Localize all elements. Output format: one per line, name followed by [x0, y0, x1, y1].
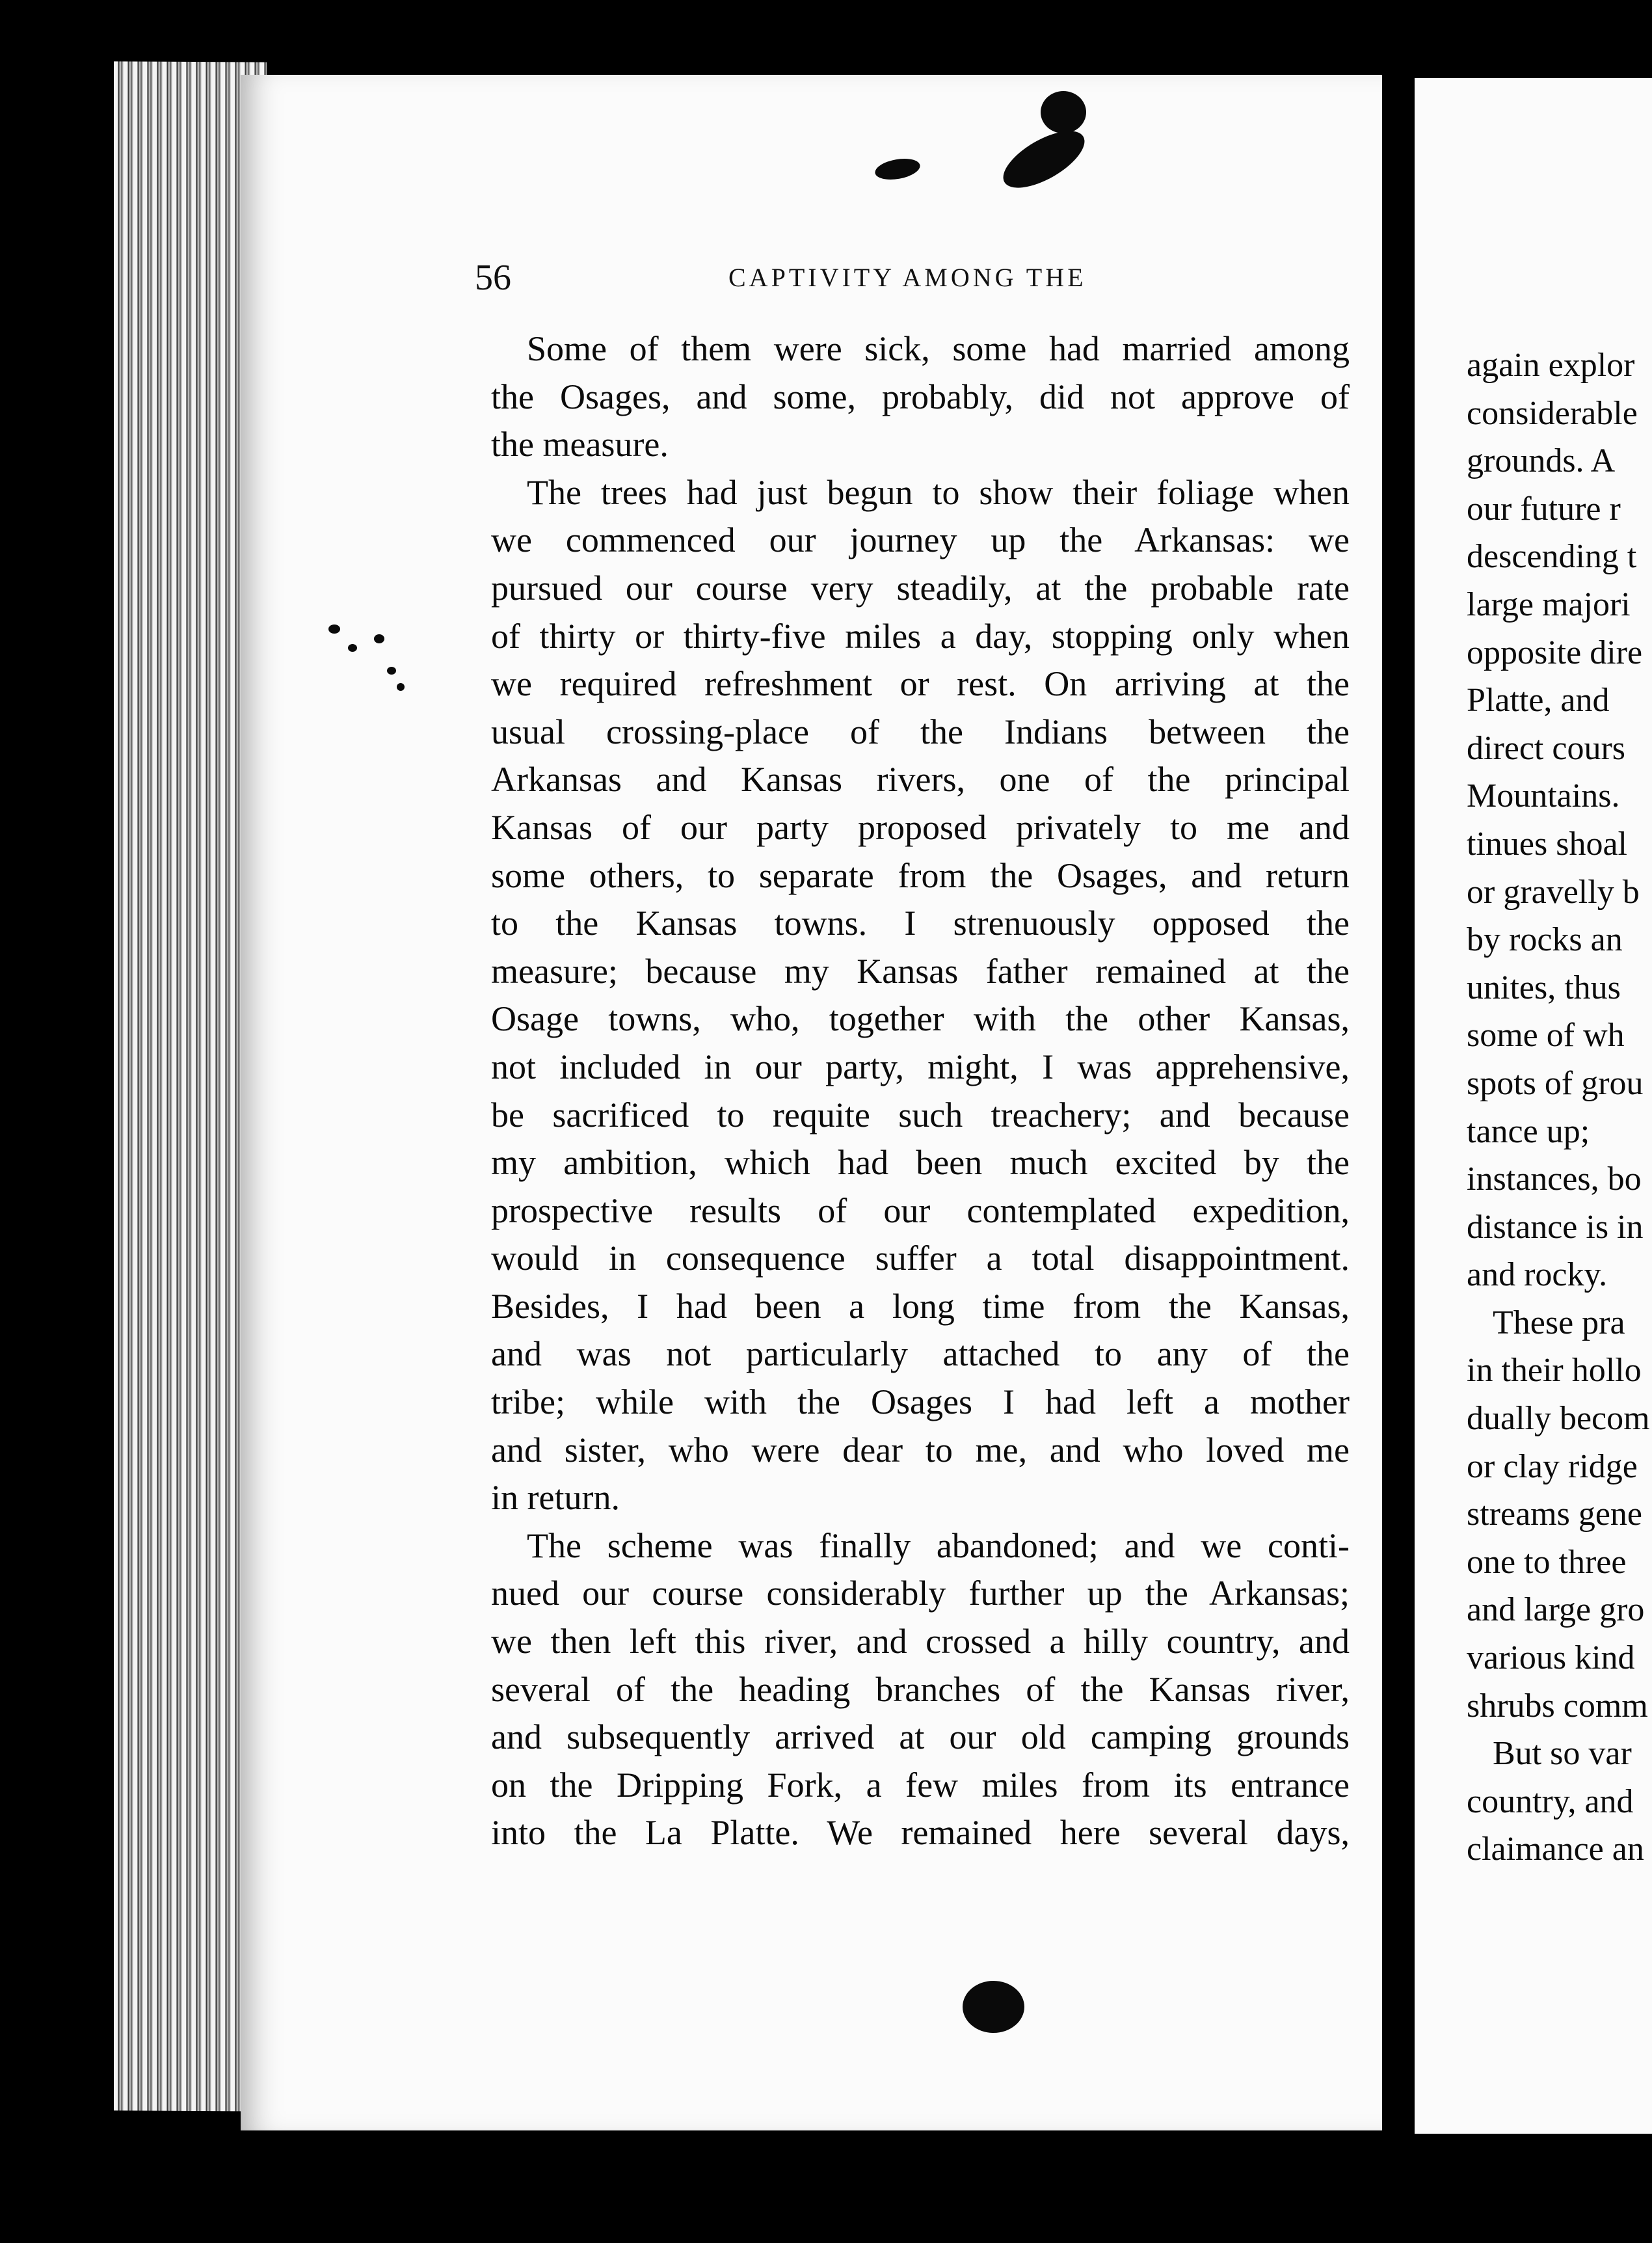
text-line: grounds. A	[1467, 442, 1616, 480]
text-line: in their hollo	[1467, 1352, 1642, 1390]
text-line: prospective results of our contemplated expedition,	[491, 1190, 1350, 1230]
text-line: one to three	[1467, 1543, 1627, 1581]
text-line: The scheme was finally abandoned; and we conti-	[527, 1525, 1350, 1565]
text-line: several of the heading branches of the Kansas river,	[491, 1669, 1350, 1709]
text-line: tribe; while with the Osages I had left a mother	[491, 1382, 1350, 1422]
text-line: Kansas of our party proposed privately to me and	[491, 807, 1350, 847]
ink-blot-bottom	[963, 1981, 1024, 2033]
text-line: considerable	[1467, 394, 1638, 432]
text-line: again explor	[1467, 347, 1635, 384]
text-line: Mountains.	[1467, 777, 1620, 815]
text-line: country, and	[1467, 1782, 1634, 1820]
text-line: would in consequence suffer a total disappointment.	[491, 1239, 1350, 1278]
text-line: some others, to separate from the Osages, and return	[491, 855, 1350, 895]
text-line: usual crossing-place of the Indians between the	[491, 712, 1350, 751]
text-line: Platte, and	[1467, 682, 1610, 719]
text-line: dually becom	[1467, 1400, 1650, 1438]
text-line: direct cours	[1467, 729, 1626, 767]
ink-blot-top-dot	[1041, 91, 1086, 133]
text-line: These pra	[1493, 1304, 1625, 1341]
text-line: various kind	[1467, 1639, 1635, 1677]
text-line: into the La Platte. We remained here several days,	[491, 1813, 1350, 1853]
text-line: unites, thus	[1467, 969, 1621, 1006]
ink-speck-margin	[328, 625, 340, 634]
text-line: pursued our course very steadily, at the probable rate	[491, 568, 1350, 608]
text-line: or gravelly b	[1467, 873, 1640, 911]
text-line: and was not particularly attached to any of the	[491, 1334, 1350, 1374]
text-line: my ambition, which had been much excited by the	[491, 1143, 1350, 1183]
text-line: The trees had just begun to show their foliage when	[527, 472, 1350, 512]
text-line: we commenced our journey up the Arkansas: we	[491, 520, 1350, 560]
left-page-body	[491, 325, 1350, 1857]
text-line: shrubs comm	[1467, 1687, 1648, 1725]
text-line: Besides, I had been a long time from the Kansas,	[491, 1286, 1350, 1326]
text-line: Arkansas and Kansas rivers, one of the principal	[491, 760, 1350, 799]
text-line: But so var	[1493, 1735, 1632, 1773]
text-line: spots of grou	[1467, 1064, 1644, 1102]
text-line: Some of them were sick, some had married among	[527, 329, 1350, 368]
text-line: the Osages, and some, probably, did not approve of	[491, 377, 1350, 416]
ink-speck-margin	[387, 667, 396, 675]
text-line: in return.	[491, 1478, 620, 1518]
text-line: by rocks an	[1467, 921, 1623, 959]
text-line: of thirty or thirty-five miles a day, stopping only when	[491, 616, 1350, 656]
text-line: to the Kansas towns. I strenuously opposed the	[491, 904, 1350, 943]
text-line: nued our course considerably further up the Arkansas;	[491, 1574, 1350, 1613]
page-number: 56	[475, 258, 511, 298]
text-line: some of wh	[1467, 1017, 1625, 1054]
ink-speck-margin	[397, 683, 405, 691]
text-line: tance up;	[1467, 1112, 1590, 1150]
text-line: on the Dripping Fork, a few miles from its entrance	[491, 1765, 1350, 1805]
text-line: tinues shoal	[1467, 825, 1627, 863]
ink-speck-margin	[348, 644, 357, 652]
text-line: distance is in	[1467, 1208, 1644, 1246]
running-head: CAPTIVITY AMONG THE	[728, 263, 1087, 292]
text-line: descending t	[1467, 538, 1637, 576]
text-line: be sacrificed to requite such treachery; and because	[491, 1095, 1350, 1135]
text-line: Osage towns, who, together with the other Kansas,	[491, 999, 1350, 1039]
text-line: streams gene	[1467, 1496, 1643, 1533]
page-header	[475, 257, 1379, 316]
text-line: and subsequently arrived at our old camping grounds	[491, 1717, 1350, 1757]
text-line: not included in our party, might, I was apprehensive,	[491, 1047, 1350, 1086]
text-line: and sister, who were dear to me, and who loved me	[491, 1430, 1350, 1470]
text-line: the measure.	[491, 425, 669, 464]
text-line: or clay ridge	[1467, 1447, 1638, 1485]
text-line: claimance an	[1467, 1831, 1644, 1868]
text-line: instances, bo	[1467, 1161, 1642, 1198]
text-line: measure; because my Kansas father remained at the	[491, 951, 1350, 991]
text-line: we then left this river, and crossed a hilly country, and	[491, 1622, 1350, 1661]
text-line: we required refreshment or rest. On arriving at the	[491, 664, 1350, 704]
text-line: and rocky.	[1467, 1256, 1608, 1294]
text-line: large majori	[1467, 585, 1631, 623]
ink-speck-margin	[374, 634, 384, 643]
text-line: our future r	[1467, 490, 1621, 528]
text-line: and large gro	[1467, 1591, 1645, 1629]
text-line: opposite dire	[1467, 634, 1643, 671]
right-page-body	[1467, 342, 1652, 1874]
